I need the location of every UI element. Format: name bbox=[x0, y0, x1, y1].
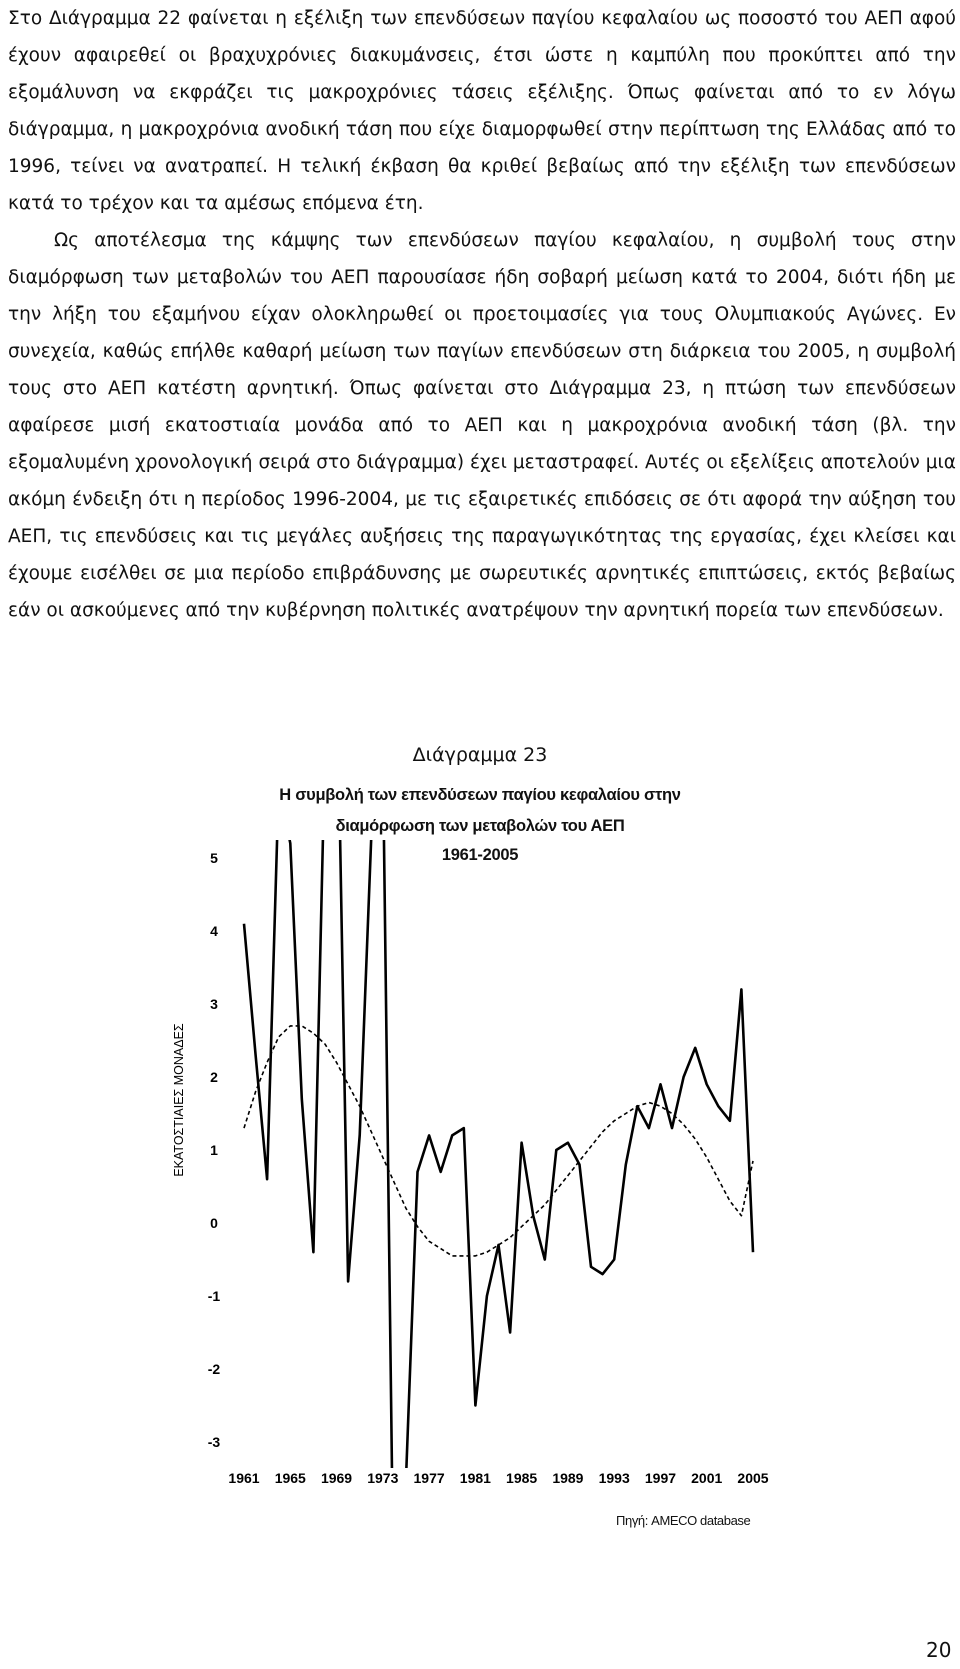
page-number: 20 bbox=[926, 1638, 952, 1662]
paragraph-2: Ως αποτέλεσμα της κάμψης των επενδύσεων παγίου κεφαλαίου, η συμβολή τους στην διαμόρφωση των μεταβολών του ΑΕΠ παρουσίασε ήδη σοβαρή μείωση κατά το 2004, διότι ήδη με την λήξη του εξαμήνου είχαν ολοκληρωθεί οι προετοιμασίες για τους Ολυμπιακούς Αγώνες. Εν συνεχεία, καθώς επήλθε καθαρή μείωση των παγίων επενδύσεων στη διάρκεια του 2005, η συμβολή τους στο ΑΕΠ κατέστη αρνητική. Όπως φαίνεται στο Διάγραμμα 23, η πτώση των επενδύσεων αφαίρεσε μισή εκατοστιαία μονάδα από το ΑΕΠ και η μακροχρόνια ανοδική τάση (βλ. την εξομαλυμένη χρονολογική σειρά στο διάγραμμα) έχει μεταστραφεί. Αυτές οι εξελίξεις αποτελούν μια ακόμη ένδειξη ότι η περίοδος 1996-2004, με τις εξαιρετικές επιδόσεις σε ότι αφορά την αύξηση του ΑΕΠ, τις επενδύσεις και τις μεγάλες αυξήσεις της παραγωγικότητας της εργασίας, έχει κλείσει και έχουμε εισέλθει σε μια περίοδο επιβράδυνσης με σωρευτικές αρνητικές επιπτώσεις, εκτός βεβαίως εάν οι ασκούμενες από την κυβέρνηση πολιτικές ανατρέψουν την αρνητική πορεία των επενδύσεων. bbox=[8, 230, 956, 621]
paragraph-1: Στο Διάγραμμα 22 φαίνεται η εξέλιξη των επενδύσεων παγίου κεφαλαίου ως ποσοστό του ΑΕΠ αφού έχουν αφαιρεθεί οι βραχυχρόνιες διακυμάνσεις, έτσι ώστε η καμπύλη που προκύπτει από την εξομάλυνση να εκφράζει τις μακροχρόνιες τάσεις εξέλιξης. Όπως φαίνεται από το εν λόγω διάγραμμα, η μακροχρόνια ανοδική τάση που είχε διαμορφωθεί στην περίπτωση της Ελλάδας από το 1996, τείνει να ανατραπεί. Η τελική έκβαση θα κριθεί βεβαίως από την εξέλιξη των επενδύσεων κατά το τρέχον και τα αμέσως επόμενα έτη. bbox=[8, 8, 956, 214]
x-tick-label: 1993 bbox=[598, 1470, 630, 1486]
x-tick-label: 1973 bbox=[367, 1470, 399, 1486]
x-tick-label: 1989 bbox=[552, 1470, 584, 1486]
y-tick-label: 2 bbox=[210, 1069, 218, 1085]
y-tick-label: -1 bbox=[207, 1288, 221, 1304]
x-tick-label: 1965 bbox=[274, 1470, 306, 1486]
x-tick-label: 1969 bbox=[320, 1470, 353, 1486]
y-axis-ticks bbox=[208, 850, 221, 1450]
x-tick-label: 1981 bbox=[459, 1470, 491, 1486]
body-text bbox=[8, 0, 956, 629]
y-tick-label: -3 bbox=[207, 1434, 221, 1450]
x-tick-label: 1977 bbox=[413, 1470, 445, 1486]
chart-title-line-1: Η συμβολή των επενδύσεων παγίου κεφαλαίου στην bbox=[279, 786, 681, 804]
chart-title-line-3: 1961-2005 bbox=[441, 846, 519, 864]
y-axis-label: ΕΚΑΤΟΣΤΙΑΙΕΣ ΜΟΝΑΔΕΣ bbox=[172, 1023, 186, 1177]
line-chart bbox=[0, 840, 960, 1490]
y-tick-label: 5 bbox=[210, 850, 218, 866]
y-tick-label: 0 bbox=[210, 1215, 218, 1231]
x-tick-label: 1961 bbox=[228, 1470, 260, 1486]
source-note: Πηγή: AMECO database bbox=[616, 1513, 751, 1528]
x-tick-label: 1997 bbox=[644, 1470, 677, 1486]
y-tick-label: 3 bbox=[210, 996, 218, 1012]
x-tick-label: 2005 bbox=[737, 1470, 769, 1486]
x-tick-label: 2001 bbox=[691, 1470, 723, 1486]
figure-caption: Διάγραμμα 23 bbox=[412, 744, 548, 766]
y-tick-label: 4 bbox=[210, 923, 218, 939]
y-tick-label: 1 bbox=[210, 1142, 218, 1158]
contribution-series-line bbox=[244, 840, 753, 1490]
x-tick-label: 1985 bbox=[506, 1470, 538, 1486]
x-axis-ticks bbox=[228, 1470, 768, 1486]
y-tick-label: -2 bbox=[207, 1361, 221, 1377]
smoothed-series-line bbox=[244, 1026, 753, 1256]
chart-title-line-2: διαμόρφωση των μεταβολών του ΑΕΠ bbox=[335, 817, 625, 835]
series-layer bbox=[244, 840, 753, 1490]
